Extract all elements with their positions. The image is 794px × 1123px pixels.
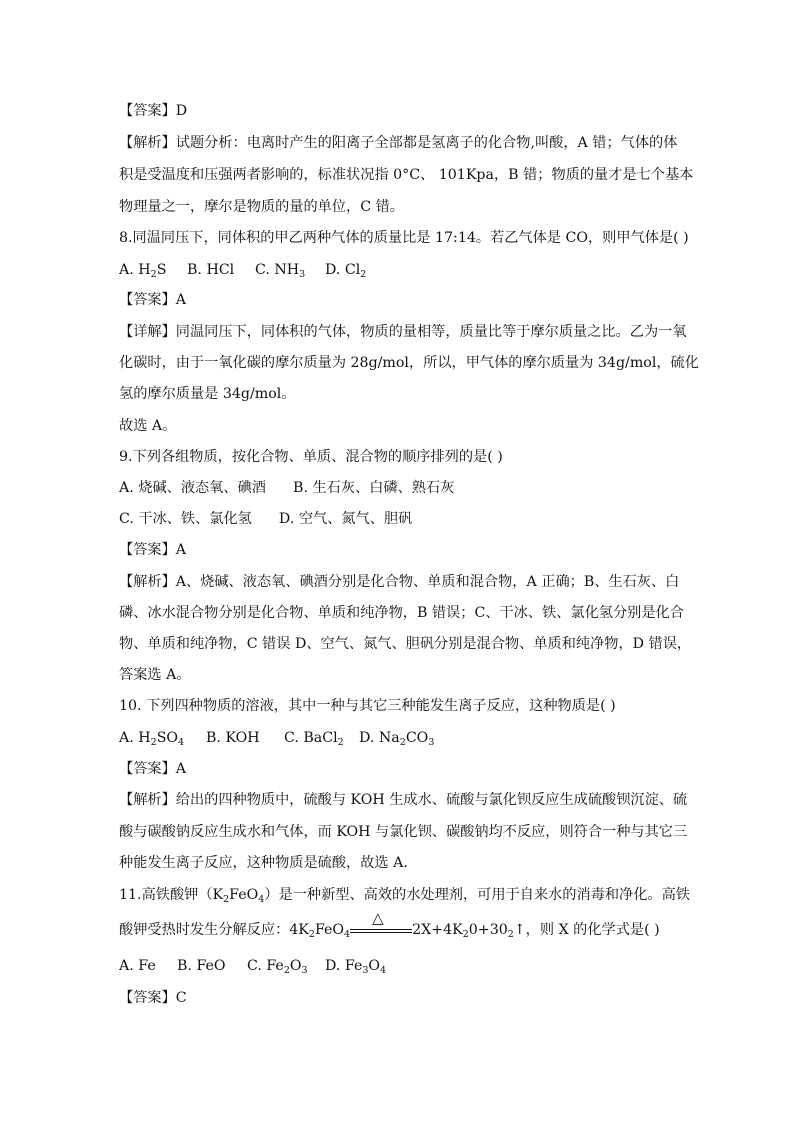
q10-option-c: C. BaCl$_2$ [284, 730, 344, 748]
q8-option-d: D. $Cl_2$ [325, 262, 367, 280]
q11-option-d: D. $Fe_3O_4$ [325, 958, 387, 976]
q8-option-c: C. $NH_3$ [255, 262, 306, 280]
heating-reaction-arrow [350, 909, 412, 940]
q11-option-a: A. Fe [119, 958, 156, 974]
explanation-9-line-3: 物、单质和纯净物，C 错误 D、空气、氮气、胆矾分别是混合物、单质和纯净物，D 错误， [119, 636, 692, 652]
explanation-10-line-1: 【解析】给出的四种物质中，硫酸与 KOH 生成水、硫酸与氯化钡反应生成硫酸钡沉淀、硫 [119, 792, 688, 808]
question-8-options [119, 260, 679, 280]
question-9-options-row-1: A. 烧碱、液态氧、碘酒 B. 生石灰、白磷、熟石灰 [119, 480, 455, 496]
explanation-8-line-3: 氢的摩尔质量是 34g/mol。 [119, 386, 296, 402]
question-11-line-2: 酸钾受热时发生分解反应：$4K_2FeO_4$ △ $2X+4K_20+30_2↑$，则 X 的化学式是( ) [119, 909, 660, 940]
explanation-7-line-3: 物理量之一，摩尔是物质的量的单位，C 错。 [119, 199, 404, 215]
explanation-8-line-1: 【详解】同温同压下，同体积的气体，物质的量相等，质量比等于摩尔质量之比。乙为一氧 [119, 324, 687, 340]
question-8: 8.同温同压下，同体积的甲乙两种气体的质量比是 17:14。若乙气体是 CO，则甲气体是( ) [119, 230, 689, 246]
q8-option-a: A. $H_2S$ [119, 262, 167, 280]
q10-option-b: B. KOH [206, 730, 260, 746]
explanation-9-line-1: 【解析】A、烧碱、液态氧、碘酒分别是化合物、单质和混合物，A 正确；B、生石灰、白 [119, 574, 680, 590]
answer-11: 【答案】C [119, 990, 187, 1006]
explanation-9-line-4: 答案选 A。 [119, 667, 191, 683]
explanation-8-line-4: 故选 A。 [119, 418, 177, 434]
q10-option-d: D. $Na_2CO_3$ [359, 730, 435, 748]
explanation-8-line-2: 化碳时，由于一氧化碳的摩尔质量为 28g/mol，所以，甲气体的摩尔质量为 34g/mol，硫化 [119, 355, 699, 371]
explanation-7-line-1: 【解析】试题分析：电离时产生的阳离子全部都是氢离子的化合物,叫酸，A 错；气体的体 [119, 135, 678, 151]
question-9: 9.下列各组物质，按化合物、单质、混合物的顺序排列的是( ) [119, 449, 503, 465]
answer-9: 【答案】A [119, 542, 186, 558]
answer-7: 【答案】D [119, 103, 188, 119]
heat-delta-symbol: △ [372, 909, 384, 927]
question-10: 10. 下列四种物质的溶液，其中一种与其它三种能发生离子反应，这种物质是( ) [119, 698, 616, 714]
q11-option-b: B. FeO [177, 958, 226, 974]
explanation-9-line-2: 磷、冰水混合物分别是化合物、单质和纯净物，B 错误；C、干冰、铁、氯化氢分别是化合 [119, 605, 684, 621]
question-11-options [119, 956, 679, 976]
explanation-10-line-3: 种能发生离子反应，这种物质是硫酸，故选 A． [119, 855, 418, 871]
question-9-options-row-2: C. 干冰、铁、氯化氢 D. 空气、氮气、胆矾 [119, 511, 413, 527]
explanation-7-line-2: 积是受温度和压强两者影响的，标准状况指 0°C、 101Kpa，B 错；物质的量才是七个基本 [119, 167, 694, 183]
q11-option-c: C. $Fe_2O_3$ [247, 958, 308, 976]
explanation-10-line-2: 酸与碳酸钠反应生成水和气体，而 KOH 与氯化钡、碳酸钠均不反应，则符合一种与其它三 [119, 824, 688, 840]
q10-option-a: A. $H_2SO_4$ [119, 730, 185, 748]
question-10-options [119, 728, 679, 748]
answer-8: 【答案】A [119, 292, 186, 308]
q8-option-b: B. HCl [187, 262, 235, 278]
answer-10: 【答案】A [119, 761, 186, 777]
question-11-line-1: 11.高铁酸钾$(K_2FeO_4)$是一种新型、高效的水处理剂，可用于自来水的消毒和净化。高铁 [119, 887, 690, 905]
